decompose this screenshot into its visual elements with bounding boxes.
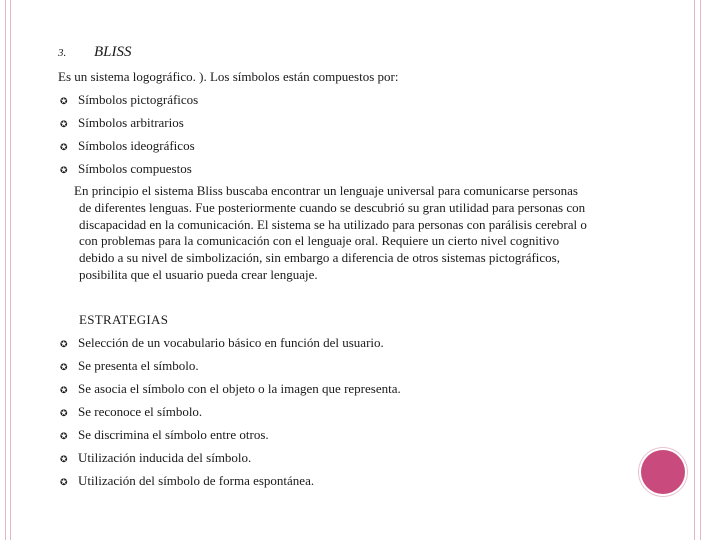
list-item xyxy=(58,381,401,404)
list-item xyxy=(58,427,401,450)
bullet-icon: ✪ xyxy=(60,119,68,129)
list-item-text: Símbolos arbitrarios xyxy=(78,115,184,130)
left-border-line xyxy=(5,0,6,540)
list-item-text: Utilización inducida del símbolo. xyxy=(78,450,252,465)
list-item-text: Se reconoce el símbolo. xyxy=(78,404,203,419)
bullet-icon: ✪ xyxy=(60,165,68,175)
section-heading xyxy=(58,44,132,61)
list-item xyxy=(58,358,401,381)
list-item-text: Símbolos compuestos xyxy=(78,161,192,176)
list-item-text: Se discrimina el símbolo entre otros. xyxy=(78,427,269,442)
left-border-line-inner xyxy=(10,0,11,540)
strategies-list xyxy=(58,335,401,496)
list-item xyxy=(58,404,401,427)
list-item xyxy=(58,450,401,473)
section-number: 3. xyxy=(58,47,67,59)
paragraph-line: discapacidad en la comunicación. El sistema se ha utilizado para personas con parálisis cerebral o xyxy=(79,216,587,232)
bullet-icon: ✪ xyxy=(60,431,68,441)
bullet-icon: ✪ xyxy=(60,408,68,418)
list-item-text: Utilización del símbolo de forma espontánea. xyxy=(78,473,315,488)
list-item xyxy=(58,473,401,496)
intro-text: Es un sistema logográfico. ). Los símbolos están compuestos por: xyxy=(58,69,399,84)
right-border-line-outer xyxy=(700,0,701,540)
paragraph-line: con problemas para la comunicación con el lenguaje oral. Requiere un cierto nivel cognitivo xyxy=(79,233,560,249)
list-item xyxy=(58,92,198,115)
bullet-icon: ✪ xyxy=(60,362,68,372)
list-item xyxy=(58,161,198,184)
paragraph-line: posibilita que el usuario pueda crear lenguaje. xyxy=(79,266,318,282)
decorative-circle xyxy=(641,450,685,494)
list-item xyxy=(58,335,401,358)
description-paragraph xyxy=(74,183,634,284)
list-item xyxy=(58,138,198,161)
components-list xyxy=(58,92,198,184)
bullet-icon: ✪ xyxy=(60,339,68,349)
strategies-title: ESTRATEGIAS xyxy=(79,312,169,327)
list-item-text: Se presenta el símbolo. xyxy=(78,358,199,373)
bullet-icon: ✪ xyxy=(60,477,68,487)
paragraph-line: En principio el sistema Bliss buscaba encontrar un lenguaje universal para comunicarse personas xyxy=(74,183,578,198)
bullet-icon: ✪ xyxy=(60,454,68,464)
bullet-icon: ✪ xyxy=(60,96,68,106)
section-title: BLISS xyxy=(94,44,132,60)
bullet-icon: ✪ xyxy=(60,142,68,152)
list-item-text: Símbolos ideográficos xyxy=(78,138,195,153)
list-item-text: Símbolos pictográficos xyxy=(78,92,199,107)
bullet-icon: ✪ xyxy=(60,385,68,395)
paragraph-line: debido a su nivel de simbolización, sin embargo a diferencia de otros sistemas pictográficos, xyxy=(79,250,560,266)
list-item xyxy=(58,115,198,138)
list-item-text: Se asocia el símbolo con el objeto o la imagen que representa. xyxy=(78,381,401,396)
paragraph-line: de diferentes lenguas. Fue posteriormente cuando se descubrió su gran utilidad para personas con xyxy=(79,199,586,215)
list-item-text: Selección de un vocabulario básico en función del usuario. xyxy=(78,335,384,350)
right-border-line xyxy=(694,0,695,540)
